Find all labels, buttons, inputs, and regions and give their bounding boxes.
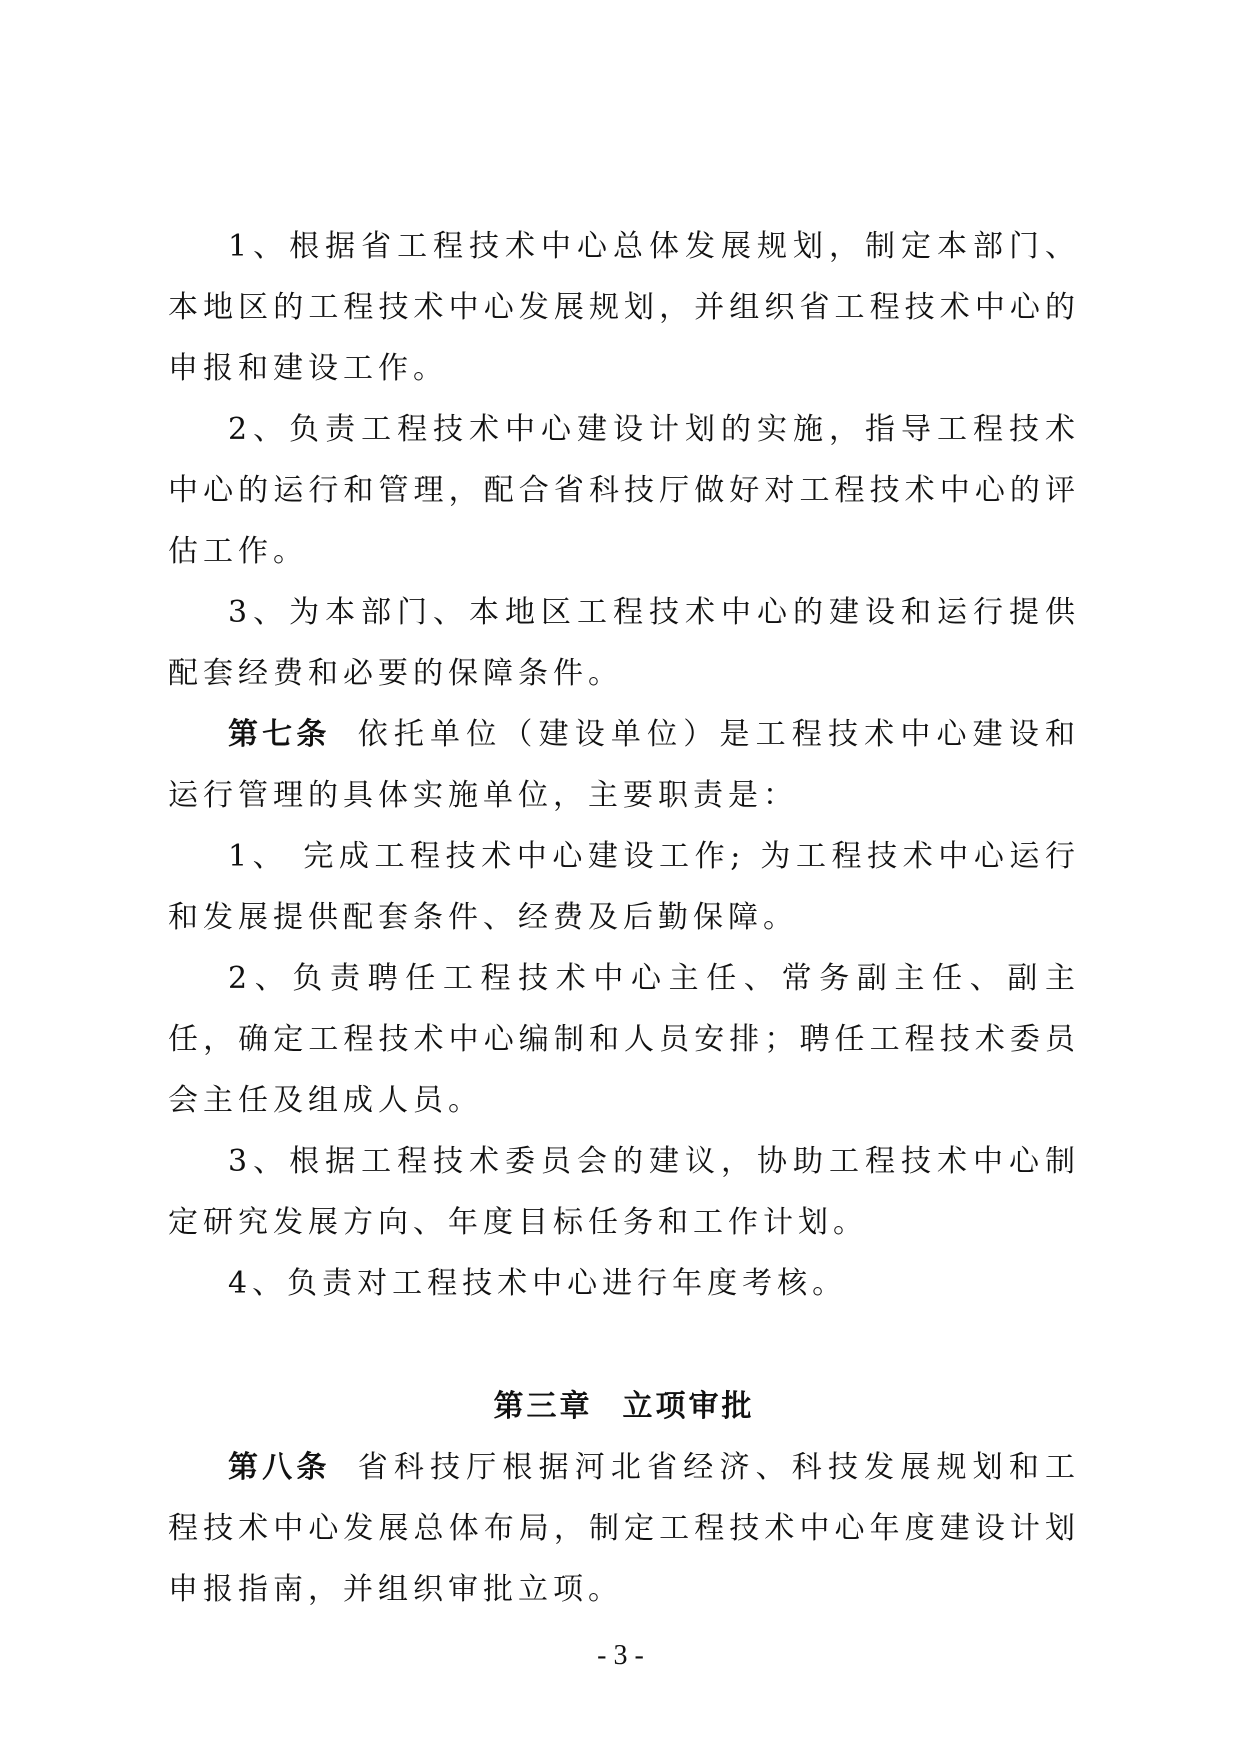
- duty-item-4: 4、负责对工程技术中心进行年度考核。: [228, 1266, 848, 1301]
- page-body: [168, 216, 1080, 1620]
- article-8: [168, 1437, 1080, 1620]
- article-8-text: 省科技厅根据河北省经济、科技发展规划和工程技术中心发展总体布局，制定工程技术中心年度建设计划申报指南，并组织审批立项。: [168, 1450, 1081, 1607]
- page-number: - 3 -: [597, 1640, 644, 1671]
- paragraph-item-3: 3、为本部门、本地区工程技术中心的建设和运行提供配套经费和必要的保障条件。: [168, 595, 1080, 691]
- duty-item-2: 2、负责聘任工程技术中心主任、常务副主任、副主任，确定工程技术中心编制和人员安排；聘任工程技术委员会主任及组成人员。: [168, 961, 1080, 1118]
- paragraph-item-2: 2、负责工程技术中心建设计划的实施，指导工程技术中心的运行和管理，配合省科技厅做好对工程技术中心的评估工作。: [168, 412, 1080, 569]
- paragraph-item-1: 1、根据省工程技术中心总体发展规划，制定本部门、本地区的工程技术中心发展规划，并组织省工程技术中心的申报和建设工作。: [168, 229, 1080, 386]
- article-7-text: 依托单位（建设单位）是工程技术中心建设和运行管理的具体实施单位，主要职责是：: [168, 717, 1081, 813]
- chapter-number: 第三章: [493, 1389, 593, 1424]
- duty-item-1: 1、 完成工程技术中心建设工作; 为工程技术中心运行和发展提供配套条件、经费及后勤保障。: [168, 839, 1080, 935]
- chapter-title: 立项审批: [622, 1389, 755, 1424]
- duty-item-3: 3、根据工程技术委员会的建议，协助工程技术中心制定研究发展方向、年度目标任务和工作计划。: [168, 1144, 1080, 1240]
- article-7: [168, 704, 1080, 826]
- article-7-heading: 第七条: [228, 717, 331, 752]
- article-8-heading: 第八条: [228, 1450, 331, 1485]
- chapter-heading: [168, 1376, 1080, 1437]
